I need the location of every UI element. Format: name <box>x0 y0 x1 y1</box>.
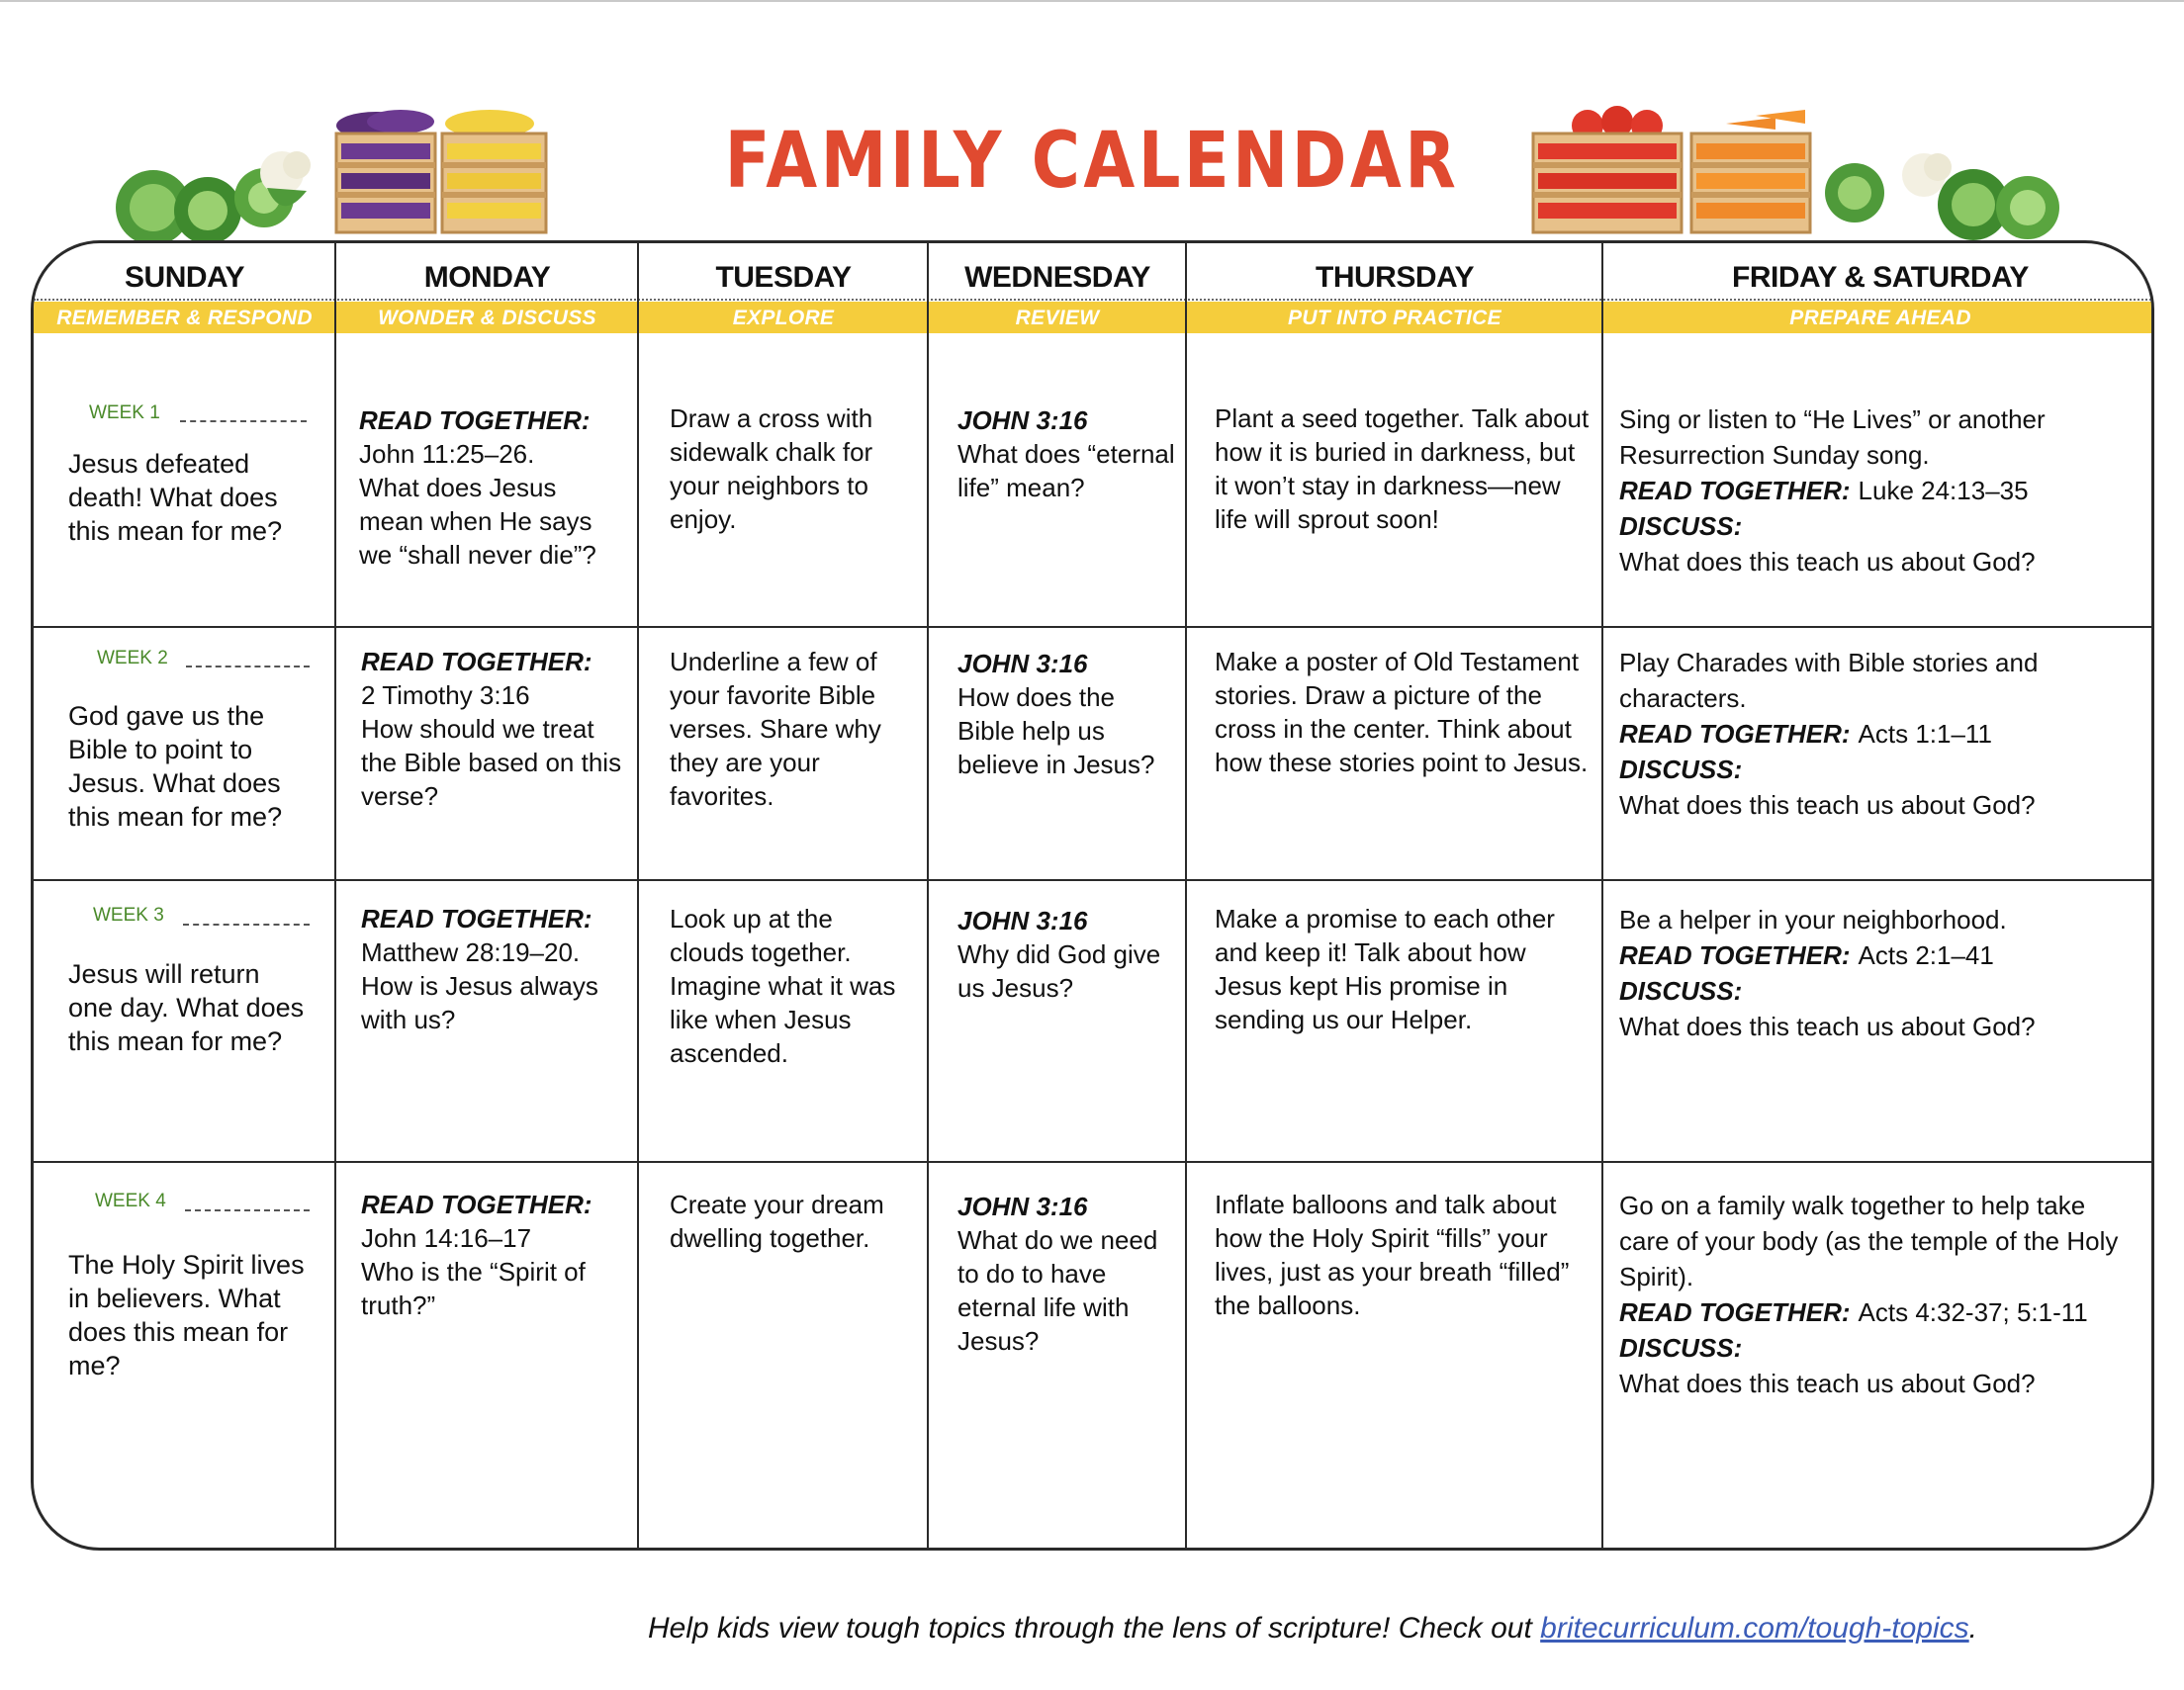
discuss-question: What does this teach us about God? <box>1619 790 2036 820</box>
week-label: WEEK 1 <box>89 402 160 423</box>
theme-label-monday: WONDER & DISCUSS <box>378 307 596 329</box>
monday-question: What does Jesus mean when He says we “shall never die”? <box>359 473 596 570</box>
theme-label-wednesday: REVIEW <box>1015 307 1100 329</box>
read-together-label: READ TOGETHER: <box>1619 719 1851 749</box>
sunday-prompt: Jesus defeated death! What does this mean for me? <box>68 449 283 546</box>
friday-intro: Sing or listen to “He Lives” or another Resurrection Sunday song. <box>1619 404 2046 470</box>
monday-cell <box>359 403 626 572</box>
row-divider <box>34 626 2151 628</box>
read-together-label: READ TOGETHER: <box>1619 1297 1851 1327</box>
top-border <box>0 0 2184 2</box>
page-title: FAMILY CALENDAR <box>724 117 1460 206</box>
discuss-question: What does this teach us about God? <box>1619 1369 2036 1398</box>
row-divider <box>34 1161 2151 1163</box>
john-316-label: JOHN 3:16 <box>957 906 1088 935</box>
scripture-reference: John 11:25–26. <box>359 439 535 469</box>
read-together-label: READ TOGETHER: <box>361 1190 592 1219</box>
wednesday-question: How does the Bible help us believe in Jesus? <box>957 682 1155 779</box>
theme-label-sunday: REMEMBER & RESPOND <box>56 307 313 329</box>
discuss-label: DISCUSS: <box>1619 976 1743 1006</box>
theme-label-thursday: PUT INTO PRACTICE <box>1288 307 1502 329</box>
friday-intro: Be a helper in your neighborhood. <box>1619 905 2007 934</box>
footer-note <box>648 1612 1977 1646</box>
read-together-label: READ TOGETHER: <box>361 647 592 676</box>
day-header-sunday: SUNDAY <box>125 261 244 294</box>
tuesday-activity: Draw a cross with sidewalk chalk for your neighbors to enjoy. <box>670 403 873 534</box>
thursday-activity: Plant a seed together. Talk about how it is buried in darkness, but it won’t stay in darkness—new life will sprout soon! <box>1215 403 1590 534</box>
wednesday-question: What do we need to do to have eternal life with Jesus? <box>957 1225 1158 1356</box>
scripture-reference: Luke 24:13–35 <box>1858 476 2029 505</box>
discuss-label: DISCUSS: <box>1619 511 1743 541</box>
row-divider <box>34 879 2151 881</box>
discuss-label: DISCUSS: <box>1619 755 1743 784</box>
column-divider <box>334 243 336 1548</box>
discuss-question: What does this teach us about God? <box>1619 547 2036 577</box>
tuesday-activity: Create your dream dwelling together. <box>670 1190 884 1253</box>
column-divider <box>927 243 929 1548</box>
john-316-label: JOHN 3:16 <box>957 649 1088 678</box>
tuesday-activity: Look up at the clouds together. Imagine what it was like when Jesus ascended. <box>670 904 896 1068</box>
footer-period: . <box>1968 1612 1977 1645</box>
scripture-reference: Acts 1:1–11 <box>1858 719 1992 749</box>
wednesday-cell <box>957 403 1175 504</box>
week-label: WEEK 4 <box>95 1191 166 1211</box>
monday-question: Who is the “Spirit of truth?” <box>361 1257 586 1320</box>
wednesday-cell <box>957 1190 1175 1358</box>
discuss-label: DISCUSS: <box>1619 1333 1743 1363</box>
john-316-label: JOHN 3:16 <box>957 1192 1088 1221</box>
monday-question: How should we treat the Bible based on this verse? <box>361 714 622 811</box>
friday-intro: Play Charades with Bible stories and characters. <box>1619 648 2039 713</box>
day-header-wednesday: WEDNESDAY <box>964 261 1150 294</box>
friday-saturday-cell <box>1619 645 2134 823</box>
sunday-prompt: The Holy Spirit lives in believers. What does this mean for me? <box>68 1250 305 1380</box>
friday-saturday-cell <box>1619 902 2134 1044</box>
thursday-activity: Make a poster of Old Testament stories. Draw a picture of the cross in the center. Think about how these stories point to Jesus. <box>1215 647 1589 777</box>
scripture-reference: Matthew 28:19–20. <box>361 937 581 967</box>
column-divider <box>1185 243 1187 1548</box>
read-together-label: READ TOGETHER: <box>1619 476 1851 505</box>
discuss-question: What does this teach us about God? <box>1619 1012 2036 1041</box>
tuesday-activity: Underline a few of your favorite Bible verses. Share why they are your favorites. <box>670 647 881 811</box>
week-label: WEEK 2 <box>97 648 168 668</box>
friday-intro: Go on a family walk together to help take care of your body (as the temple of the Holy Spirit). <box>1619 1191 2119 1291</box>
week-label: WEEK 3 <box>93 905 164 926</box>
calendar-grid <box>31 240 2154 1551</box>
day-header-tuesday: TUESDAY <box>715 261 852 294</box>
scripture-reference: Acts 4:32-37; 5:1-11 <box>1858 1297 2088 1327</box>
column-divider <box>637 243 639 1548</box>
john-316-label: JOHN 3:16 <box>957 405 1088 435</box>
monday-cell <box>361 645 628 813</box>
footer-link[interactable]: britecurriculum.com/tough-topics <box>1540 1612 1969 1645</box>
scripture-reference: John 14:16–17 <box>361 1223 532 1253</box>
read-together-label: READ TOGETHER: <box>361 904 592 934</box>
week-dash-line <box>185 1209 310 1211</box>
read-together-label: READ TOGETHER: <box>359 405 591 435</box>
week-dash-line <box>186 666 310 667</box>
day-header-friday-saturday: FRIDAY & SATURDAY <box>1732 261 2029 294</box>
scripture-reference: Acts 2:1–41 <box>1858 940 1994 970</box>
wednesday-cell <box>957 904 1175 1005</box>
sunday-prompt: God gave us the Bible to point to Jesus. What does this mean for me? <box>68 701 283 832</box>
read-together-label: READ TOGETHER: <box>1619 940 1851 970</box>
footer-text: Help kids view tough topics through the lens of scripture! Check out <box>648 1612 1532 1645</box>
sunday-prompt: Jesus will return one day. What does this mean for me? <box>68 959 305 1056</box>
day-header-monday: MONDAY <box>423 261 551 294</box>
friday-saturday-cell <box>1619 401 2134 579</box>
friday-saturday-cell <box>1619 1188 2134 1401</box>
week-dash-line <box>180 420 307 422</box>
wednesday-cell <box>957 647 1175 781</box>
header-divider <box>34 299 2151 301</box>
monday-cell <box>361 902 628 1036</box>
week-dash-line <box>183 924 310 926</box>
theme-label-friday-saturday: PREPARE AHEAD <box>1789 307 1971 329</box>
wednesday-question: Why did God give us Jesus? <box>957 939 1161 1003</box>
theme-label-tuesday: EXPLORE <box>732 307 835 329</box>
thursday-activity: Make a promise to each other and keep it! Talk about how Jesus kept His promise in sending us our Helper. <box>1215 904 1555 1034</box>
thursday-activity: Inflate balloons and talk about how the Holy Spirit “fills” your lives, just as your breath “filled” the balloons. <box>1215 1190 1570 1320</box>
column-divider <box>1601 243 1603 1548</box>
monday-question: How is Jesus always with us? <box>361 971 598 1034</box>
wednesday-question: What does “eternal life” mean? <box>957 439 1175 502</box>
monday-cell <box>361 1188 628 1322</box>
day-header-thursday: THURSDAY <box>1316 261 1474 294</box>
scripture-reference: 2 Timothy 3:16 <box>361 680 530 710</box>
